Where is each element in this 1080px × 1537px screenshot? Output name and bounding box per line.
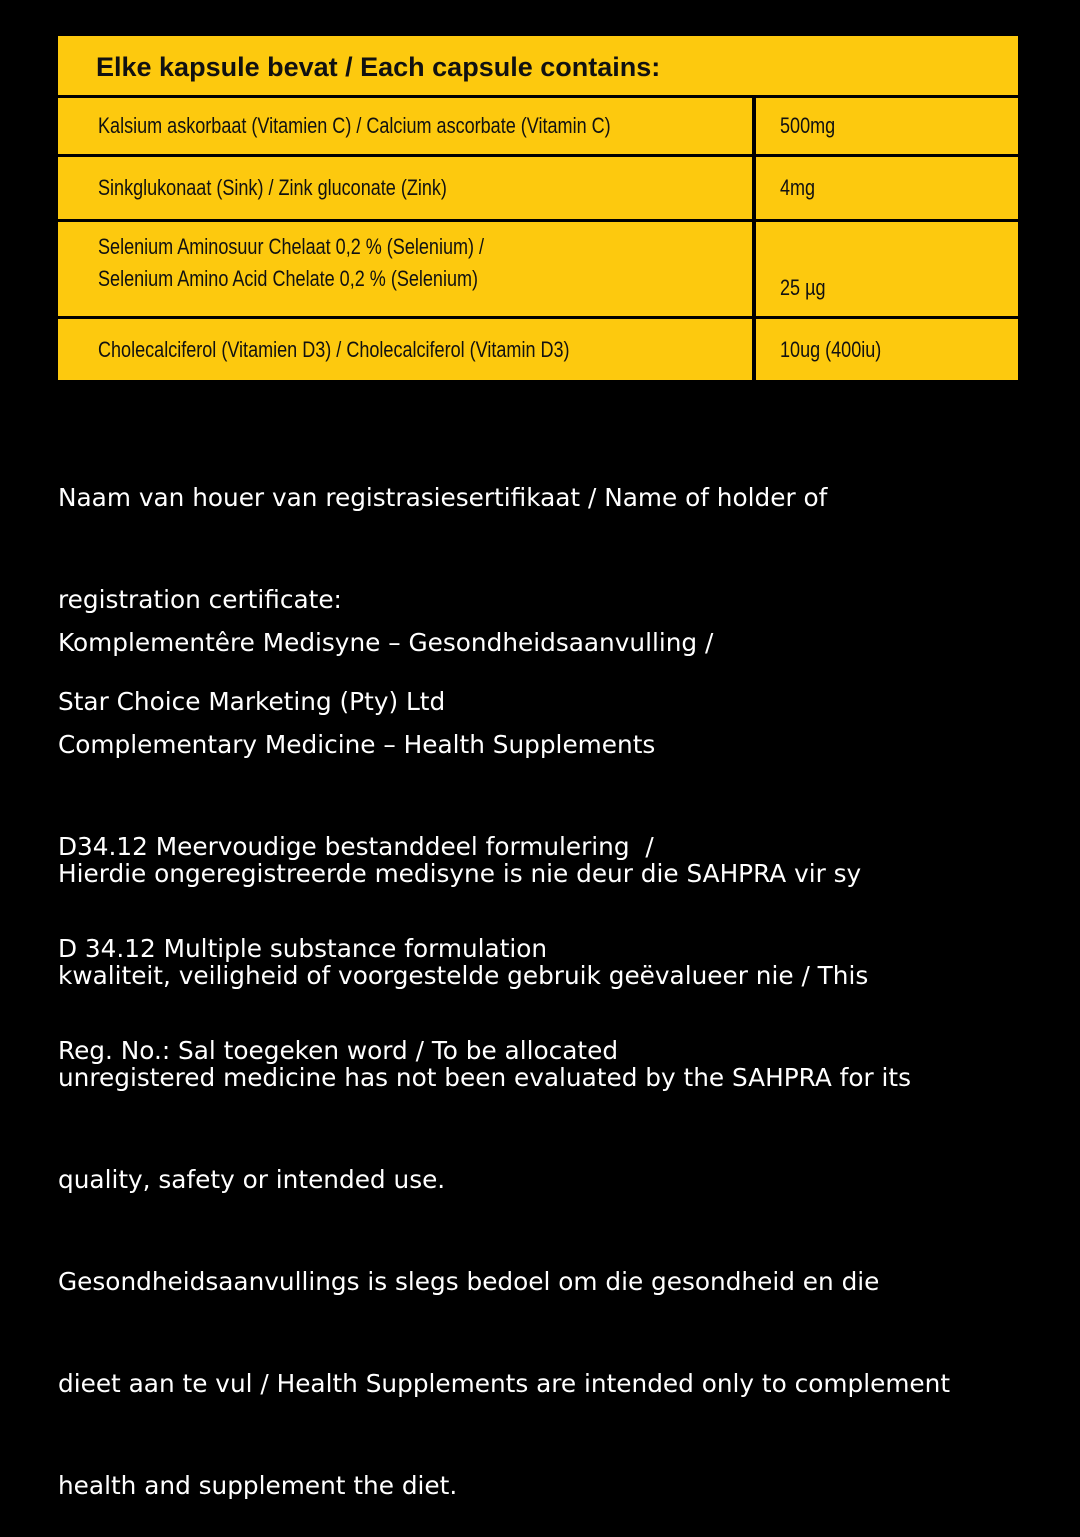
text-line: health and supplement the diet.	[58, 1471, 458, 1500]
ingredient-name: Sinkglukonaat (Sink) / Zink gluconate (Zink)	[58, 157, 752, 219]
disclaimer-text	[58, 789, 959, 1537]
ingredient-amount: 10ug (400iu)	[756, 319, 1018, 380]
text-line: Star Choice Marketing (Pty) Ltd	[58, 687, 446, 716]
table-header: Elke kapsule bevat / Each capsule contains:	[58, 36, 1018, 95]
text-line: Naam van houer van registrasiesertifikaat / Name of holder of	[58, 483, 828, 512]
text-line: quality, safety or intended use.	[58, 1165, 446, 1194]
text-line: dieet aan te vul / Health Supplements are intended only to complement	[58, 1369, 951, 1398]
ingredient-amount: 25 µg	[756, 222, 1018, 316]
text-line: registration certificate:	[58, 585, 342, 614]
ingredient-name: Kalsium askorbaat (Vitamien C) / Calcium ascorbate (Vitamin C)	[58, 98, 752, 154]
text-line: Hierdie ongeregistreerde medisyne is nie deur die SAHPRA vir sy	[58, 859, 862, 888]
text-line: Complementary Medicine – Health Supplements	[58, 730, 656, 759]
text-line: unregistered medicine has not been evaluated by the SAHPRA for its	[58, 1063, 911, 1092]
text-line: D34.12 Meervoudige bestanddeel formulering /	[58, 832, 654, 861]
text-line: kwaliteit, veiligheid of voorgestelde gebruik geëvalueer nie / This	[58, 961, 869, 990]
ingredient-amount: 500mg	[756, 98, 1018, 154]
ingredient-amount: 4mg	[756, 157, 1018, 219]
text-line: Reg. No.: Sal toegeken word / To be allocated	[58, 1036, 619, 1065]
ingredients-table	[56, 34, 1020, 382]
text-line: Gesondheidsaanvullings is slegs bedoel om die gesondheid en die	[58, 1267, 880, 1296]
text-line: D 34.12 Multiple substance formulation	[58, 934, 548, 963]
text-line: Komplementêre Medisyne – Gesondheidsaanvulling /	[58, 628, 714, 657]
ingredient-name: Selenium Aminosuur Chelaat 0,2 % (Selenium) / Selenium Amino Acid Chelate 0,2 % (Selenium)	[58, 222, 752, 316]
ingredient-name: Cholecalciferol (Vitamien D3) / Cholecalciferol (Vitamin D3)	[58, 319, 752, 380]
